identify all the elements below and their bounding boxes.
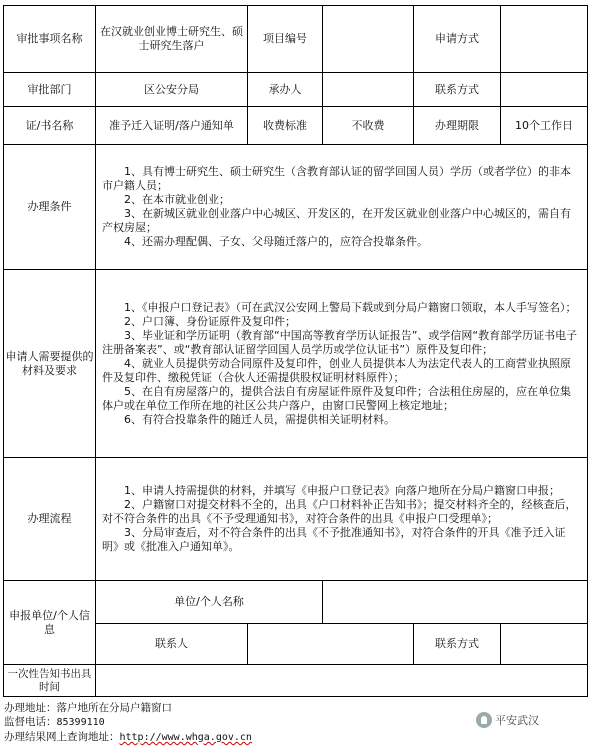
phone-label: 监督电话： (4, 716, 57, 728)
form-row-conditions (4, 145, 588, 270)
handler-value (323, 73, 414, 107)
notice-issue-time-value (96, 665, 588, 697)
label-project-number: 项目编号 (248, 6, 323, 73)
footer-info (4, 701, 424, 745)
label-process: 办理流程 (4, 458, 96, 581)
label-approval-dept: 审批部门 (4, 73, 96, 107)
apply-method-value (501, 6, 588, 73)
phone-value: 85399110 (56, 717, 105, 728)
form-row-notice-time (4, 665, 588, 697)
material-item: 3、毕业证和学历证明（教育部“中国高等教育学历认证报告”、或学信网“教育部学历证书电子注册备案表”、或“教育部认证留学回国人员学历或学位认证书”）原件及复印件； (102, 328, 578, 356)
fee-value: 不收费 (323, 107, 414, 145)
certificate-value: 准予迁入证明/落户通知单 (96, 107, 248, 145)
label-certificate: 证/书名称 (4, 107, 96, 145)
label-materials: 申请人需要提供的材料及要求 (4, 270, 96, 458)
footer-address-line (4, 701, 424, 715)
footer-query-line (4, 730, 424, 745)
material-item: 5、在自有房屋落户的，提供合法自有房屋证件原件及复印件；合法租住房屋的，应在单位集体户或在单位工作所在地的社区公共户落户，由窗口民警网上核定地址； (102, 384, 571, 412)
watermark (476, 712, 539, 728)
process-step: 2、户籍窗口对提交材料不全的，出具《户口材料补正告知书》；提交材料齐全的，经核查后，对不符合条件的出具《不予受理通知书》，对符合条件的出具《申报户口受理单》； (102, 498, 577, 525)
label-handler: 承办人 (248, 73, 323, 107)
time-limit-value: 10个工作日 (501, 107, 588, 145)
material-item: 1、《申报户口登记表》（可在武汉公安网上警局下载或到分局户籍窗口领取，本人手写签名）； (124, 300, 577, 314)
contact-method-value (501, 73, 588, 107)
conditions-content (96, 145, 588, 270)
process-step: 1、申请人持需提供的材料，并填写《申报户口登记表》向落户地所在分局户籍窗口申报； (124, 484, 560, 497)
label-contact-person: 联系人 (96, 624, 248, 665)
query-url-link[interactable]: http://www.whga.gov.cn (119, 732, 252, 743)
watermark-text: 平安武汉 (495, 714, 539, 727)
form-row-process (4, 458, 588, 581)
condition-item: 4、还需办理配偶、子女、父母随迁落户的，应符合投靠条件。 (124, 235, 428, 248)
condition-item: 3、在新城区就业创业落户中心城区、开发区的，在开发区就业创业落户中心城区的，需自有产权房屋； (102, 207, 571, 234)
label-conditions: 办理条件 (4, 145, 96, 270)
process-content (96, 458, 588, 581)
address-value: 落户地所在分局户籍窗口 (56, 702, 172, 714)
label-fee-standard: 收费标准 (248, 107, 323, 145)
approval-dept-value: 区公安分局 (96, 73, 248, 107)
project-number-value (323, 6, 414, 73)
approval-form-table (3, 5, 588, 697)
address-label: 办理地址： (4, 702, 57, 714)
form-row-cert (4, 107, 588, 145)
label-applicant-info: 申报单位/个人信息 (4, 581, 96, 665)
approval-item-value: 在汉就业创业博士研究生、硕士研究生落户 (96, 6, 248, 73)
process-step: 3、分局审查后，对不符合条件的出具《不予批准通知书》，对符合条件的开具《准予迁入证明》或《批准入户通知单》。 (102, 526, 566, 553)
material-item: 6、有符合投靠条件的随迁人员，需提供相关证明材料。 (124, 412, 395, 426)
label-apply-method: 申请方式 (414, 6, 501, 73)
form-row-item (4, 6, 588, 73)
condition-item: 1、具有博士研究生、硕士研究生（含教育部认证的留学回国人员）学历（或者学位）的非本市户籍人员； (102, 165, 571, 192)
wechat-user-icon (476, 712, 492, 728)
material-item: 2、户口簿、身份证原件及复印件； (124, 314, 296, 328)
form-row-dept (4, 73, 588, 107)
label-time-limit: 办理期限 (414, 107, 501, 145)
unit-name-value (323, 581, 588, 624)
label-contact-method: 联系方式 (414, 73, 501, 107)
form-row-materials (4, 270, 588, 458)
label-notice-issue-time: 一次性告知书出具时间 (4, 665, 96, 697)
applicant-contact-method-value (501, 624, 588, 665)
condition-item: 2、在本市就业创业； (124, 193, 230, 206)
label-approval-item: 审批事项名称 (4, 6, 96, 73)
contact-person-value (248, 624, 414, 665)
footer-phone-line (4, 715, 424, 730)
label-applicant-contact-method: 联系方式 (414, 624, 501, 665)
label-unit-name: 单位/个人名称 (96, 581, 323, 624)
materials-content (96, 270, 588, 458)
material-item: 4、就业人员提供劳动合同原件及复印件，创业人员提供本人为法定代表人的工商营业执照原件及复印件、缴税凭证（合伙人还需提供股权证明材料原件）； (102, 356, 571, 384)
form-row-applicant-name (4, 581, 588, 624)
query-label: 办理结果网上查询地址： (4, 731, 120, 743)
